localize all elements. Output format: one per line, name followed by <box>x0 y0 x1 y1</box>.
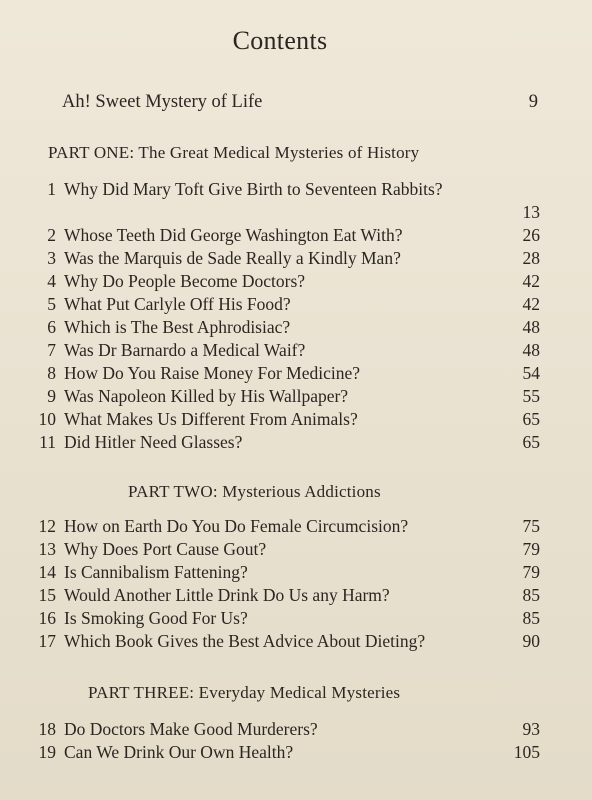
toc-entry <box>30 561 540 584</box>
entry-number: 6 <box>47 317 56 337</box>
entry-number: 1 <box>47 179 56 199</box>
entry-title: Why Did Mary Toft Give Birth to Seventeen Rabbits? <box>64 179 443 199</box>
page-title: Contents <box>232 26 328 55</box>
entry-title: How on Earth Do You Do Female Circumcision? <box>64 516 409 536</box>
toc-entry <box>30 339 540 362</box>
entry-page-number: 48 <box>522 340 540 360</box>
entry-title: Was Dr Barnardo a Medical Waif? <box>64 340 306 360</box>
toc-entry <box>30 247 540 270</box>
entry-title: Can We Drink Our Own Health? <box>64 742 294 762</box>
entry-page-number: 65 <box>522 432 540 452</box>
entry-number: 4 <box>47 271 56 291</box>
entry-number: 3 <box>47 248 56 268</box>
entry-title: How Do You Raise Money For Medicine? <box>64 363 361 383</box>
toc-entry <box>30 630 540 653</box>
toc-entry <box>30 224 540 247</box>
toc-entry <box>30 718 540 741</box>
entry-page-number: 42 <box>522 294 540 314</box>
entry-number: 11 <box>39 432 56 452</box>
entry-title: Whose Teeth Did George Washington Eat With? <box>64 225 403 245</box>
toc-entry <box>30 741 540 764</box>
entry-title: Would Another Little Drink Do Us any Harm? <box>64 585 390 605</box>
entry-title: Do Doctors Make Good Murderers? <box>64 719 318 739</box>
entry-page-number: 79 <box>522 562 540 582</box>
entry-number: 18 <box>38 719 56 739</box>
entry-number: 7 <box>47 340 56 360</box>
entry-title: Did Hitler Need Glasses? <box>64 432 243 452</box>
entry-page-number: 79 <box>522 539 540 559</box>
entry-title: Which Book Gives the Best Advice About Dieting? <box>64 631 426 651</box>
entry-page-number: 65 <box>522 409 540 429</box>
entry-page-number: 54 <box>522 363 540 383</box>
part-one-heading: PART ONE: The Great Medical Mysteries of History <box>48 143 420 162</box>
entry-number: 15 <box>38 585 56 605</box>
toc-entry <box>30 538 540 561</box>
entry-number: 2 <box>47 225 56 245</box>
entry-title: What Put Carlyle Off His Food? <box>64 294 291 314</box>
toc-entry <box>30 607 540 630</box>
entry-number: 12 <box>38 516 56 536</box>
part-one-entries <box>30 178 540 454</box>
entry-page-number: 28 <box>522 248 540 268</box>
entry-page-number: 90 <box>522 631 540 651</box>
entry-title: Is Cannibalism Fattening? <box>64 562 248 582</box>
toc-entry <box>30 293 540 316</box>
toc-entry <box>30 385 540 408</box>
entry-page-number: 105 <box>513 742 540 762</box>
part-three-entries <box>30 718 540 764</box>
entry-title: Is Smoking Good For Us? <box>64 608 248 628</box>
part-three-heading: PART THREE: Everyday Medical Mysteries <box>88 683 401 702</box>
entry-page-number: 93 <box>522 719 540 739</box>
entry-title: Was the Marquis de Sade Really a Kindly Man? <box>64 248 401 268</box>
entry-title: Which is The Best Aphrodisiac? <box>64 317 291 337</box>
entry-number: 13 <box>38 539 56 559</box>
toc-entry <box>30 316 540 339</box>
entry-title: What Makes Us Different From Animals? <box>64 409 358 429</box>
entry-page-number: 42 <box>522 271 540 291</box>
entry-page-number: 26 <box>522 225 540 245</box>
entry-number: 9 <box>47 386 56 406</box>
entry-title: Why Do People Become Doctors? <box>64 271 306 291</box>
entry-title: Why Does Port Cause Gout? <box>64 539 267 559</box>
toc-entry <box>30 584 540 607</box>
part-two-heading: PART TWO: Mysterious Addictions <box>128 482 381 501</box>
entry-number: 14 <box>38 562 56 582</box>
toc-entry <box>30 178 540 224</box>
toc-entry <box>30 515 540 538</box>
toc-entry <box>30 270 540 293</box>
toc-entry <box>30 408 540 431</box>
toc-entry <box>30 431 540 454</box>
entry-number: 19 <box>38 742 56 762</box>
entry-page-number: 85 <box>522 585 540 605</box>
entry-page-number: 85 <box>522 608 540 628</box>
entry-page-number: 13 <box>522 202 540 222</box>
intro-label: Ah! Sweet Mystery of Life <box>62 92 263 112</box>
entry-page-number: 55 <box>522 386 540 406</box>
entry-page-number: 75 <box>522 516 540 536</box>
entry-number: 8 <box>47 363 56 383</box>
intro-entry <box>62 92 538 113</box>
entry-number: 10 <box>38 409 56 429</box>
entry-page-number: 48 <box>522 317 540 337</box>
part-two-entries <box>30 515 540 653</box>
toc-entry <box>30 362 540 385</box>
entry-number: 5 <box>47 294 56 314</box>
intro-page-number: 9 <box>528 92 538 112</box>
entry-number: 16 <box>38 608 56 628</box>
entry-title: Was Napoleon Killed by His Wallpaper? <box>64 386 349 406</box>
entry-number: 17 <box>38 631 56 651</box>
